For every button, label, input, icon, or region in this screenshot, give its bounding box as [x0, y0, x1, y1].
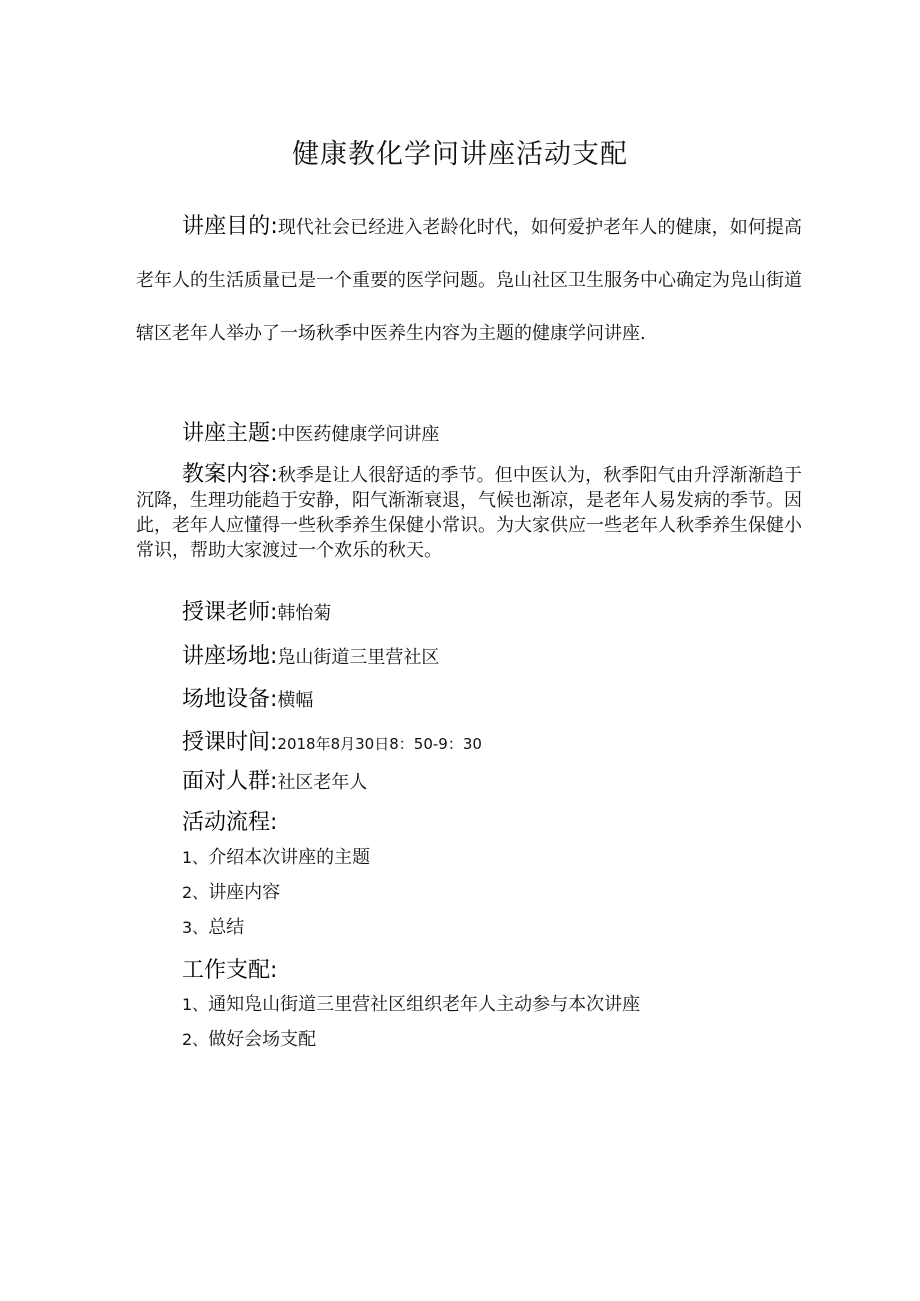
process-heading-label: 活动流程: [182, 810, 278, 835]
process-item-number: 3、 [182, 918, 209, 937]
work-heading [182, 956, 277, 987]
process-heading [182, 808, 277, 839]
equipment-field [182, 685, 313, 716]
teacher-label: 授课老师: [182, 600, 278, 625]
process-item-number: 2、 [182, 883, 209, 902]
work-item-text: 做好会场支配 [208, 1029, 317, 1050]
process-item-text: 总结 [208, 917, 245, 938]
time-value: 2018年8月30日8：50-9：30 [277, 735, 482, 753]
teacher-field [182, 598, 331, 629]
equipment-label: 场地设备: [182, 687, 278, 712]
equipment-value: 横幅 [277, 690, 314, 711]
process-item-number: 1、 [182, 848, 209, 867]
lecture-purpose-paragraph [136, 200, 802, 360]
work-item-text: 通知凫山街道三里营社区组织老年人主动参与本次讲座 [208, 994, 641, 1015]
venue-value: 凫山街道三里营社区 [277, 647, 440, 668]
process-item [182, 915, 244, 941]
teacher-value: 韩怡菊 [277, 603, 332, 624]
audience-value: 社区老年人 [277, 772, 368, 793]
lecture-theme-field [182, 419, 439, 450]
document-title: 健康教化学问讲座活动支配 [292, 139, 628, 170]
lecture-purpose-label: 讲座目的: [182, 214, 278, 239]
time-label: 授课时间: [182, 730, 278, 755]
lesson-content-text: 秋季是让人很舒适的季节。但中医认为，秋季阳气由升浮渐渐趋于沉降，生理功能趋于安静，阳气渐渐衰退，气候也渐凉，是老年人易发病的季节。因此，老年人应懂得一些秋季养生保健小常识。为大家供应一些老年人秋季养生保健小常识，帮助大家渡过一个欢乐的秋天。 [136, 465, 802, 561]
audience-field [182, 767, 367, 798]
work-heading-label: 工作支配: [182, 958, 278, 983]
work-item-number: 1、 [182, 995, 209, 1014]
lesson-content-paragraph [136, 462, 802, 563]
audience-label: 面对人群: [182, 769, 278, 794]
venue-label: 讲座场地: [182, 644, 278, 669]
lecture-purpose-text: 现代社会已经进入老龄化时代，如何爱护老年人的健康，如何提高老年人的生活质量已是一个重要的医学问题。凫山社区卫生服务中心确定为凫山街道辖区老年人举办了一场秋季中医养生内容为主题的健康学问讲座. [136, 217, 802, 344]
process-item-text: 介绍本次讲座的主题 [208, 847, 371, 868]
venue-field [182, 642, 439, 673]
process-item [182, 880, 280, 906]
work-item [182, 1027, 316, 1053]
work-item [182, 992, 640, 1018]
process-item-text: 讲座内容 [208, 882, 281, 903]
lecture-theme-value: 中医药健康学问讲座 [277, 424, 440, 445]
process-item [182, 845, 370, 871]
lesson-content-label: 教案内容: [182, 462, 278, 487]
lecture-theme-label: 讲座主题: [182, 421, 278, 446]
time-field [182, 728, 482, 759]
work-item-number: 2、 [182, 1030, 209, 1049]
